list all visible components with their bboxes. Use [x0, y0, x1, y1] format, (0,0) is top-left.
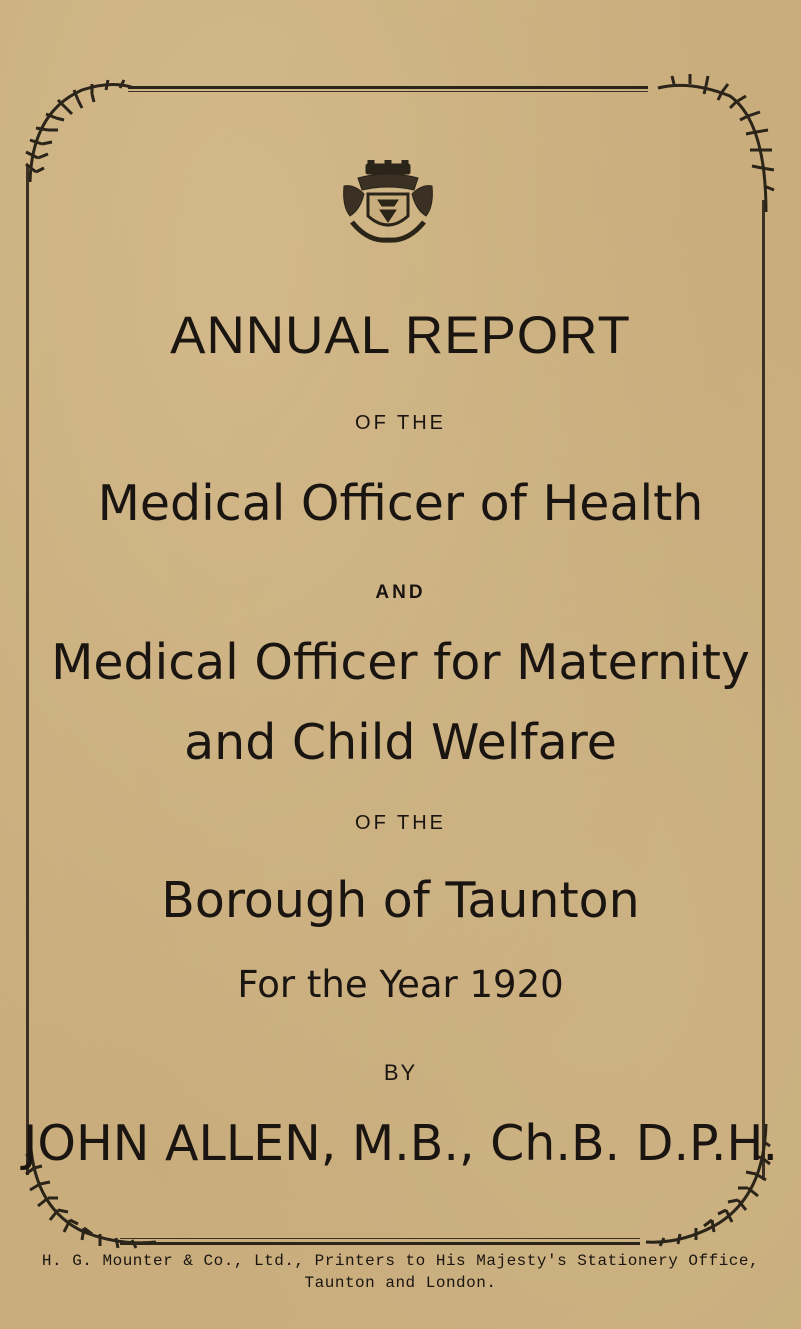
borough-name: Borough of Taunton [161, 872, 640, 929]
by-label: BY [383, 1060, 418, 1085]
printer-place: Taunton and London. [304, 1274, 497, 1292]
office-maternity-line-1: Medical Officer for Maternity [51, 634, 750, 691]
laurel-corner-top-left-icon [22, 72, 142, 192]
and-label: AND [375, 582, 426, 603]
printer-imprint: H. G. Mounter & Co., Ltd., Printers to His Majesty's Stationery Office, [41, 1252, 760, 1270]
frame-bottom-rule-thin [120, 1238, 640, 1239]
author-name: JOHN ALLEN, M.B., Ch.B. D.P.H. [22, 1115, 779, 1172]
of-the-label-2: OF THE [355, 812, 446, 834]
borough-crest-icon [338, 160, 438, 245]
frame-top-rule [128, 86, 648, 89]
frame-bottom-rule [120, 1242, 640, 1245]
office-maternity-line-2: and Child Welfare [184, 714, 617, 771]
of-the-label-1: OF THE [355, 412, 446, 434]
report-year: For the Year 1920 [237, 963, 564, 1006]
frame-top-rule-thin [128, 91, 648, 92]
laurel-corner-top-right-icon [650, 72, 775, 217]
office-medical-officer-of-health: Medical Officer of Health [97, 475, 704, 532]
report-title: ANNUAL REPORT [170, 306, 631, 365]
